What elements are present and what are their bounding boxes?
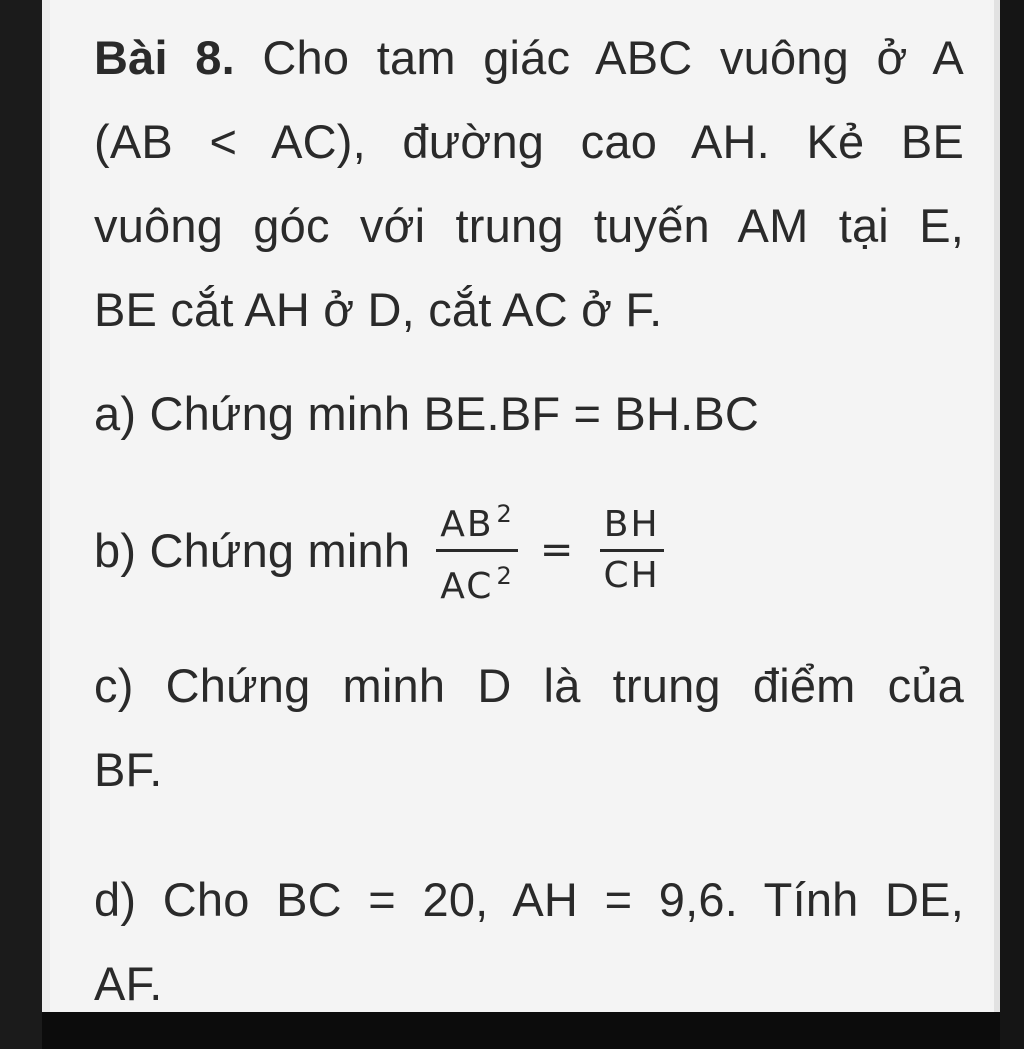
part-b-prefix: b) Chứng minh — [94, 523, 411, 577]
fraction-ab-ac — [436, 492, 518, 609]
statement-line-3: vuông góc với trung tuyến AM tại E, — [94, 199, 964, 252]
statement-line-4: BE cắt AH ở D, cắt AC ở F. — [94, 283, 663, 336]
fraction-numerator-bh: BH — [600, 503, 664, 552]
equals-sign: = — [539, 527, 574, 573]
part-c-line-2: BF. — [94, 743, 163, 796]
part-d-line-1: d) Cho BC = 20, AH = 9,6. Tính DE, — [94, 873, 964, 926]
numerator-text: AB — [440, 503, 494, 545]
numerator-exponent: 2 — [496, 499, 514, 528]
exercise-title: Bài 8. — [94, 31, 235, 84]
denominator-text: AC — [440, 565, 494, 607]
part-c-line-1: c) Chứng minh D là trung điểm của — [94, 659, 964, 712]
exercise-text — [94, 16, 964, 1026]
part-a: a) Chứng minh BE.BF = BH.BC — [94, 387, 760, 440]
part-b — [94, 499, 964, 607]
statement-line-1 — [94, 16, 964, 100]
fraction-numerator — [436, 492, 518, 552]
fraction-denominator — [436, 552, 517, 609]
statement-text: Cho tam giác ABC vuông ở A — [262, 31, 964, 84]
right-dark-edge — [1000, 0, 1024, 1049]
statement-line-2: (AB < AC), đường cao AH. Kẻ BE — [94, 115, 964, 168]
denominator-exponent: 2 — [496, 561, 514, 590]
part-d-line-2: AF. — [94, 957, 163, 1010]
fraction-denominator-ch: CH — [603, 554, 660, 596]
fraction-bh-ch — [600, 503, 664, 598]
